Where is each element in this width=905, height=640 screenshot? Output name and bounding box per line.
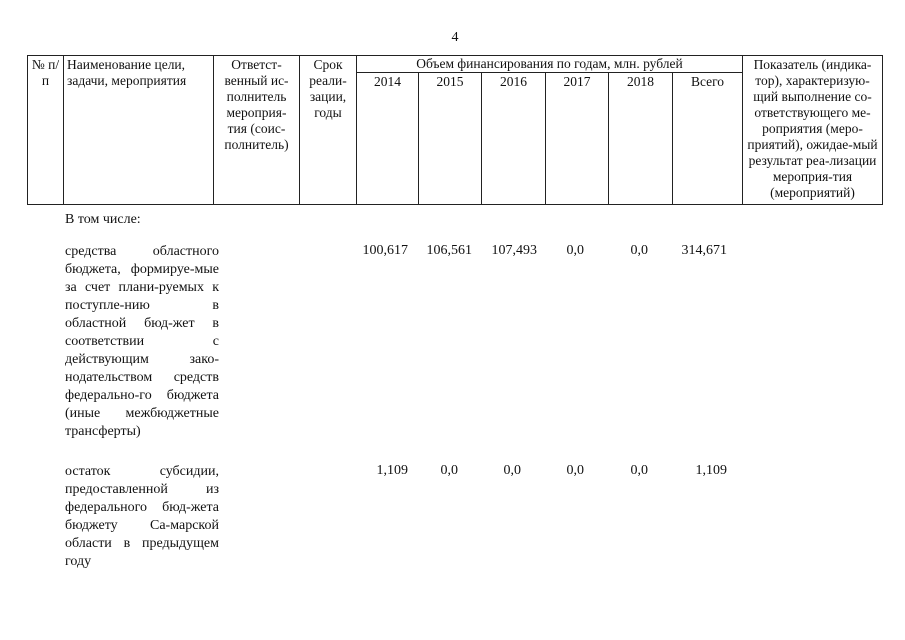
row2-value-2014: 1,109: [376, 463, 408, 478]
header-indicator: Показатель (индика-тор), характеризую-щий выполнение со-ответствующего ме-роприятия (меро-приятий), ожидае-мый результат реа-лизации мероприя-тия (мероприятий): [743, 56, 883, 205]
row2-value-2018: 0,0: [630, 463, 648, 478]
row1-value-2014: 100,617: [362, 243, 408, 258]
header-year-2016: 2016: [482, 73, 546, 205]
row1-value-2017: 0,0: [566, 243, 584, 258]
row1-value-2015: 106,561: [426, 243, 472, 258]
row2-value-total: 1,109: [695, 463, 727, 478]
row1-value-2018: 0,0: [630, 243, 648, 258]
sub-caption: В том числе:: [65, 212, 141, 227]
header-term: Срок реали-зации, годы: [300, 56, 357, 205]
row1-value-2016: 107,493: [491, 243, 537, 258]
header-year-2014: 2014: [357, 73, 419, 205]
header-funding-group: Объем финансирования по годам, млн. рублей: [357, 56, 743, 73]
row-label-regional-budget: средства областного бюджета, формируе-мые за счет плани-руемых к поступле-нию в областной бюд-жет в соответствии с действующим зако-нодательством средств федерально-го бюджета (иные межбюджетные трансферты): [65, 244, 219, 439]
funding-table-header: [27, 55, 883, 205]
header-responsible: Ответст-венный ис-полнитель мероприя-тия (соис-полнитель): [214, 56, 300, 205]
row-label-subsidy-remainder: остаток субсидии, предоставленной из федерального бюд-жета бюджету Са-марской области в предыдущем году: [65, 464, 219, 569]
header-year-2018: 2018: [609, 73, 673, 205]
row2-value-2017: 0,0: [566, 463, 584, 478]
row2-value-2016: 0,0: [503, 463, 521, 478]
row1-value-total: 314,671: [681, 243, 727, 258]
header-num: № п/п: [28, 56, 64, 205]
header-name: Наименование цели, задачи, мероприятия: [64, 56, 214, 205]
header-total: Всего: [673, 73, 743, 205]
header-year-2017: 2017: [546, 73, 609, 205]
header-year-2015: 2015: [419, 73, 482, 205]
row2-value-2015: 0,0: [440, 463, 458, 478]
page-number: 4: [451, 30, 459, 45]
